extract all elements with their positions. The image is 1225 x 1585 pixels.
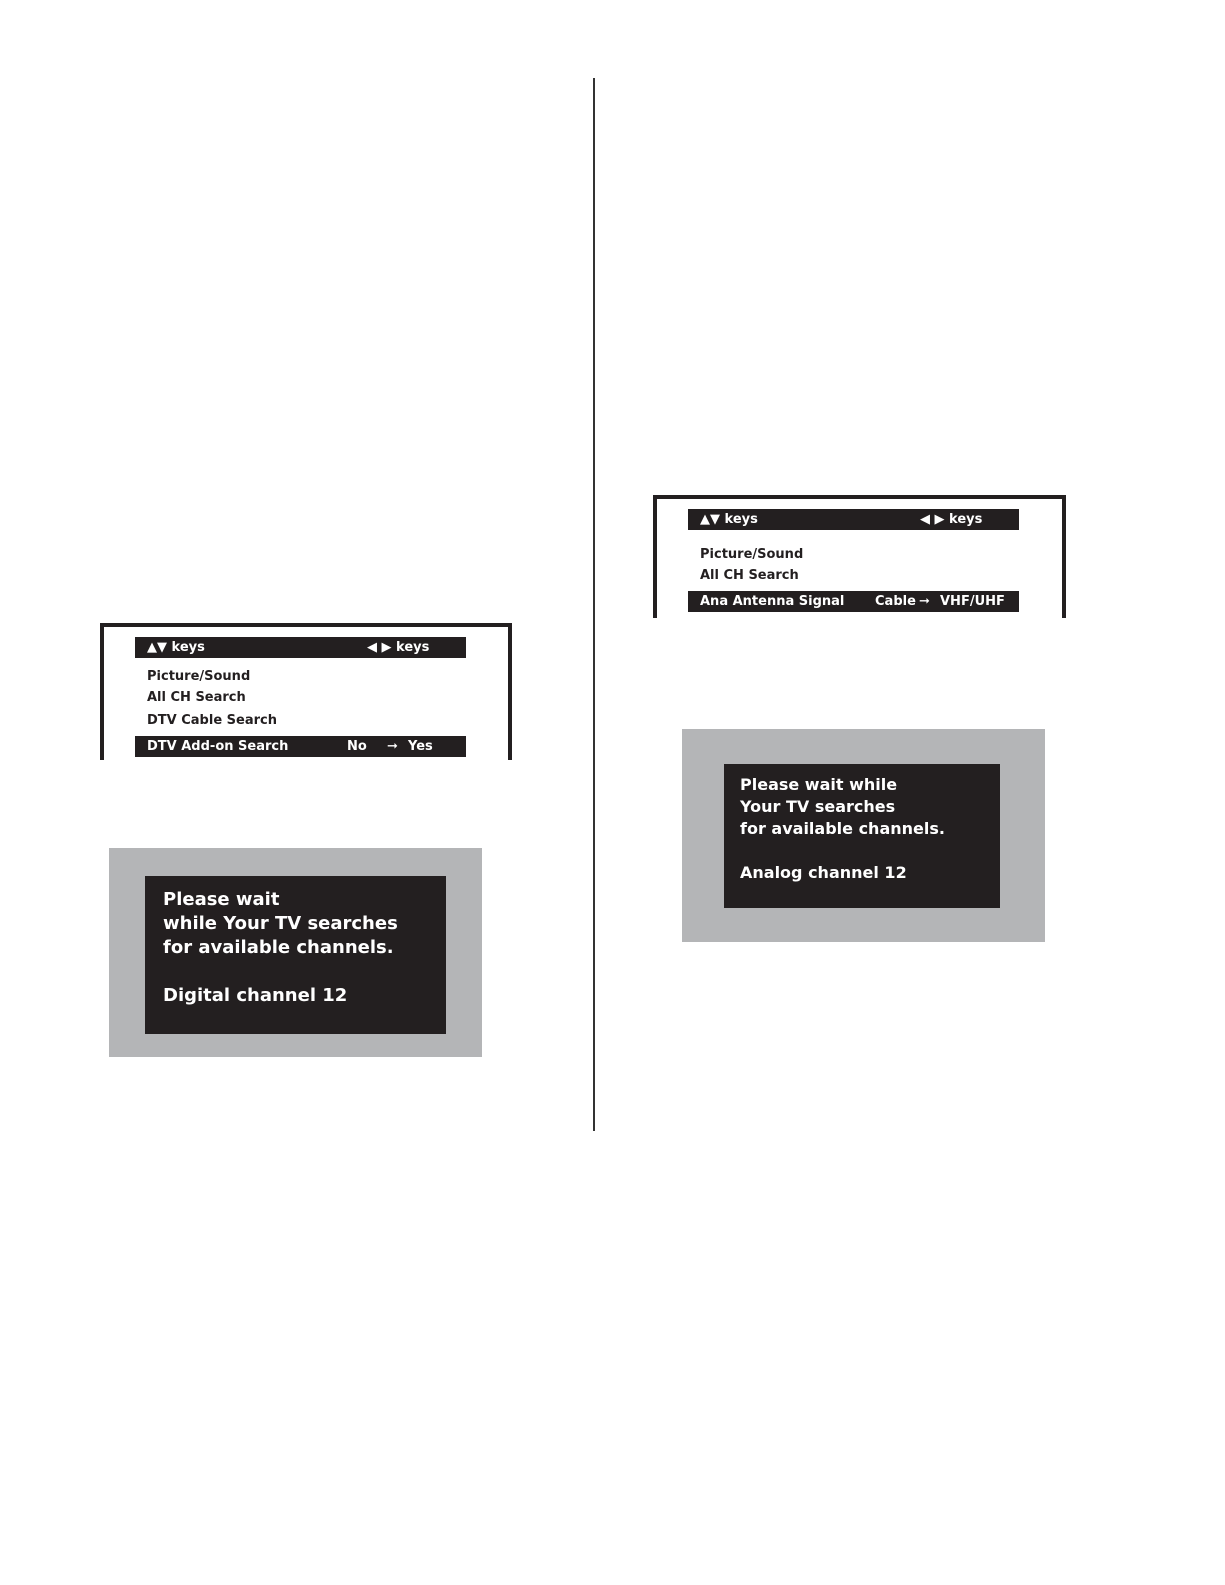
menu-item-dtv-cable-search[interactable]: DTV Cable Search — [147, 713, 277, 728]
new-value: Yes — [408, 739, 433, 754]
menu-item-dtv-add-on-search-selected[interactable] — [135, 736, 466, 757]
wait-message-line: for available channels. — [740, 819, 945, 838]
up-down-keys-label: ▲▼ keys — [700, 512, 758, 527]
menu-item-picture-sound[interactable]: Picture/Sound — [147, 669, 251, 684]
wait-message-box — [145, 876, 446, 1034]
wait-message-line: Your TV searches — [740, 797, 896, 816]
left-right-keys-label: ◀ ▶ keys — [367, 640, 430, 655]
ana-antenna-signal-menu — [653, 495, 1066, 618]
wait-message-line: Please wait while — [740, 775, 898, 794]
analog-search-wait-screen — [682, 729, 1045, 942]
digital-search-wait-screen — [109, 848, 482, 1057]
wait-message-line: for available channels. — [163, 937, 394, 958]
wait-message-line: while Your TV searches — [163, 913, 398, 934]
new-value: VHF/UHF — [940, 594, 1005, 609]
keys-header-bar — [688, 509, 1019, 530]
current-value: Cable — [875, 594, 916, 609]
arrow-right-icon: ➞ — [387, 739, 398, 754]
selected-item-label: Ana Antenna Signal — [700, 594, 845, 609]
arrow-right-icon: ➞ — [919, 594, 930, 609]
wait-message-box — [724, 764, 1000, 908]
channel-status: Analog channel 12 — [740, 863, 907, 882]
up-down-keys-label: ▲▼ keys — [147, 640, 205, 655]
menu-item-all-ch-search[interactable]: All CH Search — [700, 568, 799, 583]
dtv-add-on-search-menu — [100, 623, 512, 760]
wait-message-line: Please wait — [163, 889, 280, 910]
column-divider — [593, 78, 595, 1131]
channel-status: Digital channel 12 — [163, 985, 348, 1006]
menu-item-all-ch-search[interactable]: All CH Search — [147, 690, 246, 705]
left-right-keys-label: ◀ ▶ keys — [920, 512, 983, 527]
selected-item-label: DTV Add-on Search — [147, 739, 289, 754]
menu-item-picture-sound[interactable]: Picture/Sound — [700, 547, 804, 562]
menu-item-ana-antenna-signal-selected[interactable] — [688, 591, 1019, 612]
keys-header-bar — [135, 637, 466, 658]
current-value: No — [347, 739, 367, 754]
